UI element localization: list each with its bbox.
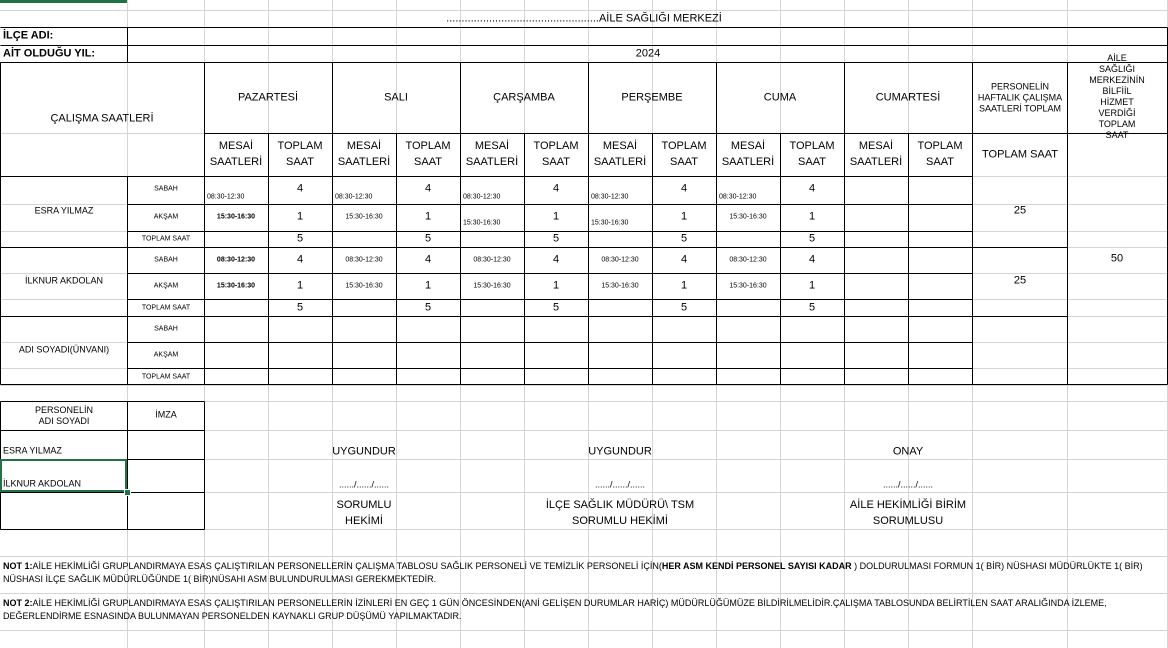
- hours-cell[interactable]: 08:30-12:30: [216, 256, 256, 264]
- total-cell[interactable]: 1: [424, 279, 432, 292]
- total-cell[interactable]: 4: [296, 182, 304, 195]
- total-cell[interactable]: 1: [424, 210, 432, 223]
- approval-status-1: UYGUNDUR: [332, 445, 396, 458]
- day-total-cell[interactable]: 5: [296, 232, 304, 245]
- sub-header-work-hours: MESAİ SAATLERİ: [593, 140, 647, 168]
- approval-status-3: ONAY: [892, 445, 924, 458]
- signature-name-header: PERSONELİN ADI SOYADI: [34, 405, 94, 426]
- sub-header-total: TOPLAM SAAT: [917, 140, 963, 168]
- note-1-label: NOT 1:: [3, 561, 33, 571]
- approval-date-3[interactable]: ....../....../......: [882, 479, 934, 490]
- approval-title-3: AİLE HEKİMLİĞİ BİRİM SORUMLUSU: [849, 499, 967, 527]
- row-label-total: TOPLAM SAAT: [141, 235, 191, 243]
- day-total-cell[interactable]: 5: [680, 232, 688, 245]
- total-cell[interactable]: 4: [296, 253, 304, 266]
- asm-total-header: AİLE SAĞLIĞI MERKEZİNİN BİLFİİL HİZMET VERDİĞİ TOPLAM SAAT: [1089, 53, 1145, 140]
- staff-name-2[interactable]: İLKNUR AKDOLAN: [24, 275, 104, 286]
- total-cell[interactable]: 1: [552, 279, 560, 292]
- row-label-morning: SABAH: [154, 325, 178, 333]
- day-header-tuesday: SALI: [384, 91, 408, 104]
- fill-handle[interactable]: [124, 489, 131, 496]
- row-label-morning: SABAH: [154, 185, 178, 193]
- note-1-text-b: ) DOLDURULMASI FORMUN 1( BİR) NÜSHASI MÜDÜRLÜKTE 1( BİR) NÜSHASI İLÇE SAĞLIK MÜDÜRLÜĞÜNDE 1( BİR)NÜSAHI ASM BULUNDURULMASI GEREKMEKTEDİR.: [3, 561, 1143, 584]
- approval-status-2: UYGUNDUR: [588, 445, 652, 458]
- total-cell[interactable]: 4: [680, 182, 688, 195]
- hours-cell[interactable]: 15:30-16:30: [216, 213, 256, 221]
- row-label-total: TOPLAM SAAT: [141, 373, 191, 381]
- sub-header-total: TOPLAM SAAT: [405, 140, 451, 168]
- row-label-evening: AKŞAM: [153, 351, 179, 359]
- note-2-text: AİLE HEKİMLİĞİ GRUPLANDIRMAYA ESAS ÇALIŞTIRILAN PERSONELLERİN İZİNLERİ EN GEÇ 1 GÜN ÖNCESİNDEN(ANİ GELİŞEN DURUMLAR HARİÇ) MÜDÜRLÜĞÜMÜZE BİLDİRİLMELİDİR.ÇALIŞMA TABLOSUNDA BELİRTİLEN SAAT ARALIĞINDA İZLEME, DEĞERLENDİRME ESNASINDA BULUNMAYAN PERSONELDEN KAYNAKLI GRUP DÜŞÜMÜ YAPILMAKTADIR.: [3, 598, 1107, 621]
- hours-cell[interactable]: 08:30-12:30: [591, 193, 629, 201]
- hours-cell[interactable]: 08:30-12:30: [729, 256, 767, 264]
- hours-cell[interactable]: 08:30-12:30: [345, 256, 383, 264]
- hours-cell[interactable]: 08:30-12:30: [463, 193, 501, 201]
- total-cell[interactable]: 1: [296, 210, 304, 223]
- approval-date-2[interactable]: ....../....../......: [594, 479, 646, 490]
- hours-cell[interactable]: 08:30-12:30: [473, 256, 511, 264]
- note-1-bold: HER ASM KENDİ PERSONEL SAYISI KADAR: [661, 561, 852, 571]
- year-label: AİT OLDUĞU YIL:: [3, 47, 96, 60]
- hours-cell[interactable]: 15:30-16:30: [601, 282, 639, 290]
- day-total-cell[interactable]: 5: [808, 232, 816, 245]
- note-1: [3, 560, 1163, 586]
- total-cell[interactable]: 4: [552, 253, 560, 266]
- total-cell[interactable]: 4: [680, 253, 688, 266]
- page-title: ..................................................AİLE SAĞLIĞI MERKEZİ: [446, 12, 722, 25]
- sub-header-work-hours: MESAİ SAATLERİ: [849, 140, 903, 168]
- signature-name-2[interactable]: İLKNUR AKDOLAN: [3, 478, 82, 489]
- hours-cell[interactable]: 15:30-16:30: [216, 282, 256, 290]
- row-label-evening: AKŞAM: [153, 282, 179, 290]
- row-label-total: TOPLAM SAAT: [141, 304, 191, 312]
- top-cell-indicator: [0, 0, 127, 3]
- asm-total-value[interactable]: 50: [1110, 252, 1124, 265]
- hours-cell[interactable]: 15:30-16:30: [345, 213, 383, 221]
- weekly-total-subheader: TOPLAM SAAT: [981, 148, 1059, 161]
- approval-title-2: İLÇE SAĞLIK MÜDÜRÜ\ TSM SORUMLU HEKİMİ: [545, 499, 695, 527]
- total-cell[interactable]: 1: [680, 279, 688, 292]
- signature-sign-header: İMZA: [155, 409, 177, 420]
- approval-title-1: SORUMLU HEKİMİ: [336, 499, 392, 527]
- hours-cell[interactable]: 15:30-16:30: [473, 282, 511, 290]
- staff-name-1[interactable]: ESRA YILMAZ: [34, 205, 94, 216]
- day-total-cell[interactable]: 5: [424, 232, 432, 245]
- sub-header-work-hours: MESAİ SAATLERİ: [209, 140, 263, 168]
- total-cell[interactable]: 1: [808, 210, 816, 223]
- signature-name-1[interactable]: ESRA YILMAZ: [3, 445, 62, 456]
- note-2: [3, 597, 1163, 623]
- staff-name-3[interactable]: ADI SOYADI(ÜNVANI): [18, 344, 110, 355]
- working-hours-label: ÇALIŞMA SAATLERİ: [50, 112, 154, 125]
- sub-header-work-hours: MESAİ SAATLERİ: [721, 140, 775, 168]
- hours-cell[interactable]: 08:30-12:30: [719, 193, 757, 201]
- approval-date-1[interactable]: ....../....../......: [338, 479, 390, 490]
- hours-cell[interactable]: 08:30-12:30: [335, 193, 373, 201]
- day-total-cell[interactable]: 5: [680, 301, 688, 314]
- sub-header-total: TOPLAM SAAT: [277, 140, 323, 168]
- weekly-total-cell[interactable]: 25: [1013, 204, 1027, 217]
- total-cell[interactable]: 4: [424, 182, 432, 195]
- total-cell[interactable]: 4: [424, 253, 432, 266]
- hours-cell[interactable]: 08:30-12:30: [207, 193, 245, 201]
- day-header-thursday: PERŞEMBE: [621, 91, 683, 104]
- district-label: İLÇE ADI:: [3, 29, 54, 42]
- weekly-total-cell[interactable]: 25: [1013, 274, 1027, 287]
- day-total-cell[interactable]: 5: [552, 301, 560, 314]
- weekly-total-header: PERSONELİN HAFTALIK ÇALIŞMA SAATLERİ TOPLAM: [977, 81, 1063, 114]
- note-1-text-a: AİLE HEKİMLİĞİ GRUPLANDIRMAYA ESAS ÇALIŞTIRILAN PERSONELLERİN ÇALIŞMA TABLOSU SAĞLIK PERSONELİ VE TEMİZLİK PERSONELİ İÇİN(: [32, 561, 662, 571]
- sub-header-total: TOPLAM SAAT: [533, 140, 579, 168]
- day-total-cell[interactable]: 5: [296, 301, 304, 314]
- sub-header-total: TOPLAM SAAT: [661, 140, 707, 168]
- total-cell[interactable]: 1: [296, 279, 304, 292]
- hours-cell[interactable]: 15:30-16:30: [591, 219, 629, 227]
- day-header-friday: CUMA: [763, 91, 797, 104]
- total-cell[interactable]: 4: [808, 182, 816, 195]
- total-cell[interactable]: 4: [552, 182, 560, 195]
- day-header-wednesday: ÇARŞAMBA: [493, 91, 555, 104]
- year-value[interactable]: 2024: [635, 47, 661, 60]
- total-cell[interactable]: 4: [808, 253, 816, 266]
- hours-cell[interactable]: 15:30-16:30: [463, 219, 501, 227]
- day-total-cell[interactable]: 5: [552, 232, 560, 245]
- day-header-monday: PAZARTESİ: [237, 91, 299, 104]
- note-2-label: NOT 2:: [3, 598, 33, 608]
- hours-cell[interactable]: 08:30-12:30: [601, 256, 639, 264]
- hours-cell[interactable]: 15:30-16:30: [729, 282, 767, 290]
- total-cell[interactable]: 1: [680, 210, 688, 223]
- total-cell[interactable]: 1: [808, 279, 816, 292]
- day-total-cell[interactable]: 5: [808, 301, 816, 314]
- total-cell[interactable]: 1: [552, 210, 560, 223]
- day-header-saturday: CUMARTESİ: [875, 91, 941, 104]
- sub-header-work-hours: MESAİ SAATLERİ: [337, 140, 391, 168]
- hours-cell[interactable]: 15:30-16:30: [345, 282, 383, 290]
- row-label-evening: AKŞAM: [153, 213, 179, 221]
- selected-cell[interactable]: [0, 459, 127, 492]
- sub-header-total: TOPLAM SAAT: [789, 140, 835, 168]
- day-total-cell[interactable]: 5: [424, 301, 432, 314]
- sub-header-work-hours: MESAİ SAATLERİ: [465, 140, 519, 168]
- row-label-morning: SABAH: [154, 256, 178, 264]
- hours-cell[interactable]: 15:30-16:30: [729, 213, 767, 221]
